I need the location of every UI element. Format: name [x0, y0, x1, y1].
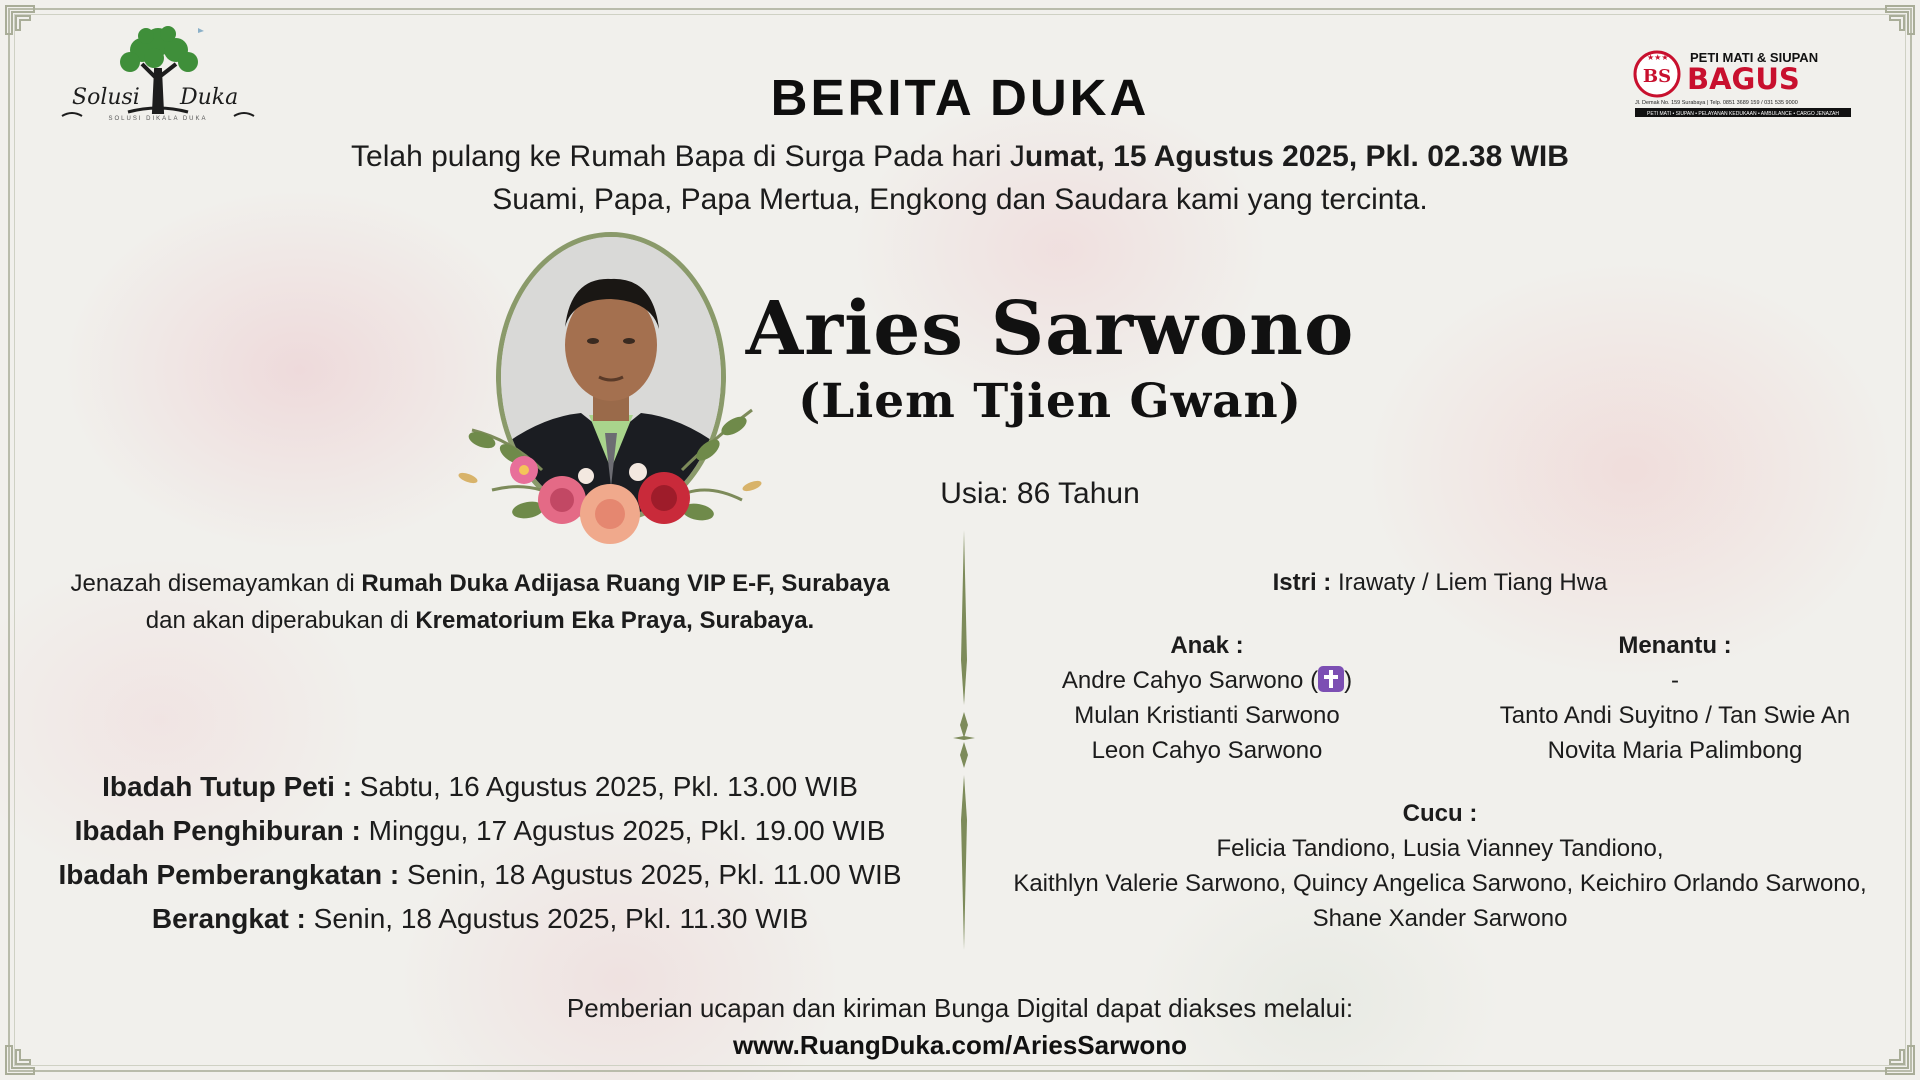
list-item: Kaithlyn Valerie Sarwono, Quincy Angelica Sarwono, Keichiro Orlando Sarwono,: [1013, 870, 1867, 897]
page-title: BERITA DUKA: [770, 69, 1150, 126]
intro-line-date: Telah pulang ke Rumah Bapa di Surga Pada hari Jumat, 15 Agustus 2025, Pkl. 02.38 WIB: [351, 140, 1569, 173]
list-item: -: [1671, 667, 1679, 694]
svg-text:PETI MATI & SIUPAN: PETI MATI & SIUPAN: [1690, 50, 1819, 65]
schedule-item: Ibadah Penghiburan : Minggu, 17 Agustus 2025, Pkl. 19.00 WIB: [74, 815, 886, 846]
children-list: [1000, 628, 1414, 768]
list-item: Mulan Kristianti Sarwono: [1074, 702, 1340, 729]
deceased-name: Aries Sarwono: [745, 286, 1355, 372]
deceased-chinese-name: (Liem Tjien Gwan): [798, 374, 1302, 429]
latin-cross-icon: [1318, 666, 1344, 692]
vertical-divider-ornament: [951, 530, 977, 950]
grandchildren-list: [980, 796, 1900, 936]
list-item: Shane Xander Sarwono: [1312, 905, 1568, 932]
death-date: umat, 15 Agustus 2025, Pkl. 02.38 WIB: [1024, 140, 1569, 173]
corner-ornament-icon: [4, 4, 48, 48]
grandchildren-label: Cucu :: [1402, 800, 1478, 827]
deceased-age: Usia: 86 Tahun: [940, 477, 1140, 510]
list-item: Andre Cahyo Sarwono ( ): [1061, 667, 1353, 694]
list-item: Felicia Tandiono, Lusia Vianney Tandiono,: [1216, 835, 1664, 862]
svg-text:PETI MATI • SIUPAN • PELAYANAN: PETI MATI • SIUPAN • PELAYANAN KEDUKAAN • AMBULANCE • CARGO JENAZAH: [1647, 111, 1839, 117]
svg-text:Jl. Demak No. 159 Surabaya |: Jl. Demak No. 159 Surabaya | Telp. 0851 3689 159 / 031 535 9000: [1635, 100, 1798, 106]
schedule-item: Ibadah Pemberangkatan : Senin, 18 Agustus 2025, Pkl. 11.00 WIB: [58, 859, 902, 890]
svg-text:Solusi: Solusi: [72, 85, 140, 110]
crematorium-line: dan akan diperabukan di Krematorium Eka Praya, Surabaya.: [145, 607, 815, 634]
svg-text:★★★: ★★★: [1647, 53, 1669, 62]
list-item: Tanto Andi Suyitno / Tan Swie An: [1499, 702, 1851, 729]
svg-text:BAGUS: BAGUS: [1687, 62, 1800, 96]
funeral-home: Rumah Duka Adijasa Ruang VIP E-F, Surabaya: [361, 570, 890, 597]
funeral-home-line: Jenazah disemayamkan di Rumah Duka Adijasa Ruang VIP E-F, Surabaya: [70, 570, 890, 597]
children-label: Anak :: [1170, 632, 1244, 659]
memorial-url-link[interactable]: www.RuangDuka.com/AriesSarwono: [732, 1030, 1188, 1060]
in-laws-label: Menantu :: [1618, 632, 1732, 659]
footer-note: Pemberian ucapan dan kiriman Bunga Digital dapat diakses melalui:: [566, 993, 1354, 1023]
list-item: Leon Cahyo Sarwono: [1091, 737, 1323, 764]
intro-line-relations: Suami, Papa, Papa Mertua, Engkong dan Saudara kami yang tercinta.: [492, 183, 1428, 216]
schedule-item: Ibadah Tutup Peti : Sabtu, 16 Agustus 2025, Pkl. 13.00 WIB: [102, 771, 858, 802]
svg-text:SOLUSI DIKALA DUKA: SOLUSI DIKALA DUKA: [108, 116, 208, 122]
corner-ornament-icon: [1872, 4, 1916, 48]
schedule-item: Berangkat : Senin, 18 Agustus 2025, Pkl. 11.30 WIB: [151, 903, 809, 934]
wife-line: Istri : Irawaty / Liem Tiang Hwa: [1272, 569, 1608, 596]
crematorium: Krematorium Eka Praya, Surabaya.: [415, 607, 815, 634]
list-item: Novita Maria Palimbong: [1547, 737, 1803, 764]
in-laws-list: [1440, 628, 1910, 768]
svg-text:BS: BS: [1642, 66, 1672, 87]
svg-text:Duka: Duka: [180, 85, 239, 110]
